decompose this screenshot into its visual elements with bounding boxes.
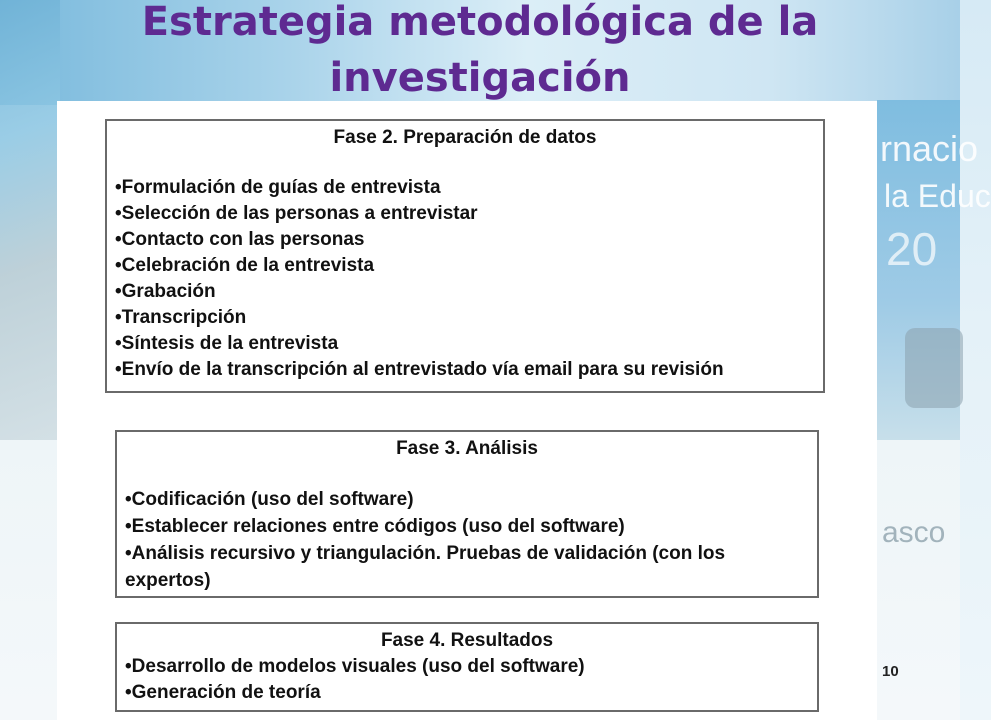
list-item: • Contacto con las personas bbox=[115, 227, 815, 253]
phase-2-box bbox=[105, 119, 825, 393]
background-left-image bbox=[0, 0, 60, 440]
list-item: • Síntesis de la entrevista bbox=[115, 331, 815, 357]
list-item: • Análisis recursivo y triangulación. Pruebas de validación (con los expertos) bbox=[125, 540, 809, 594]
phase-3-list bbox=[125, 486, 809, 594]
background-text: rnacio bbox=[880, 128, 979, 169]
list-item: • Desarrollo de modelos visuales (uso del software) bbox=[125, 654, 809, 680]
list-item: • Envío de la transcripción al entrevistado vía email para su revisión bbox=[115, 357, 815, 383]
list-item: • Establecer relaciones entre códigos (uso del software) bbox=[125, 513, 809, 540]
list-item: • Codificación (uso del software) bbox=[125, 486, 809, 513]
list-item: • Grabación bbox=[115, 279, 815, 305]
list-item: • Transcripción bbox=[115, 305, 815, 331]
list-item: • Selección de las personas a entrevistar bbox=[115, 201, 815, 227]
background-text: asco bbox=[882, 516, 946, 549]
phase-4-list bbox=[125, 654, 809, 706]
background-text: 20 bbox=[886, 223, 938, 275]
list-item: • Celebración de la entrevista bbox=[115, 253, 815, 279]
background-logo bbox=[905, 328, 963, 408]
list-item: • Formulación de guías de entrevista bbox=[115, 175, 815, 201]
background-text: la Educ bbox=[884, 178, 991, 214]
slide-title: Estrategia metodológica de la investigación bbox=[141, 0, 819, 101]
list-item: • Generación de teoría bbox=[125, 680, 809, 706]
phase-4-heading: Fase 4. Resultados bbox=[380, 630, 554, 651]
phase-4-box bbox=[115, 622, 819, 712]
phase-3-box bbox=[115, 430, 819, 598]
phase-2-heading: Fase 2. Preparación de datos bbox=[333, 127, 597, 148]
phase-3-heading: Fase 3. Análisis bbox=[396, 438, 538, 459]
page-number: 10 bbox=[882, 663, 899, 680]
phase-2-list bbox=[115, 175, 815, 383]
